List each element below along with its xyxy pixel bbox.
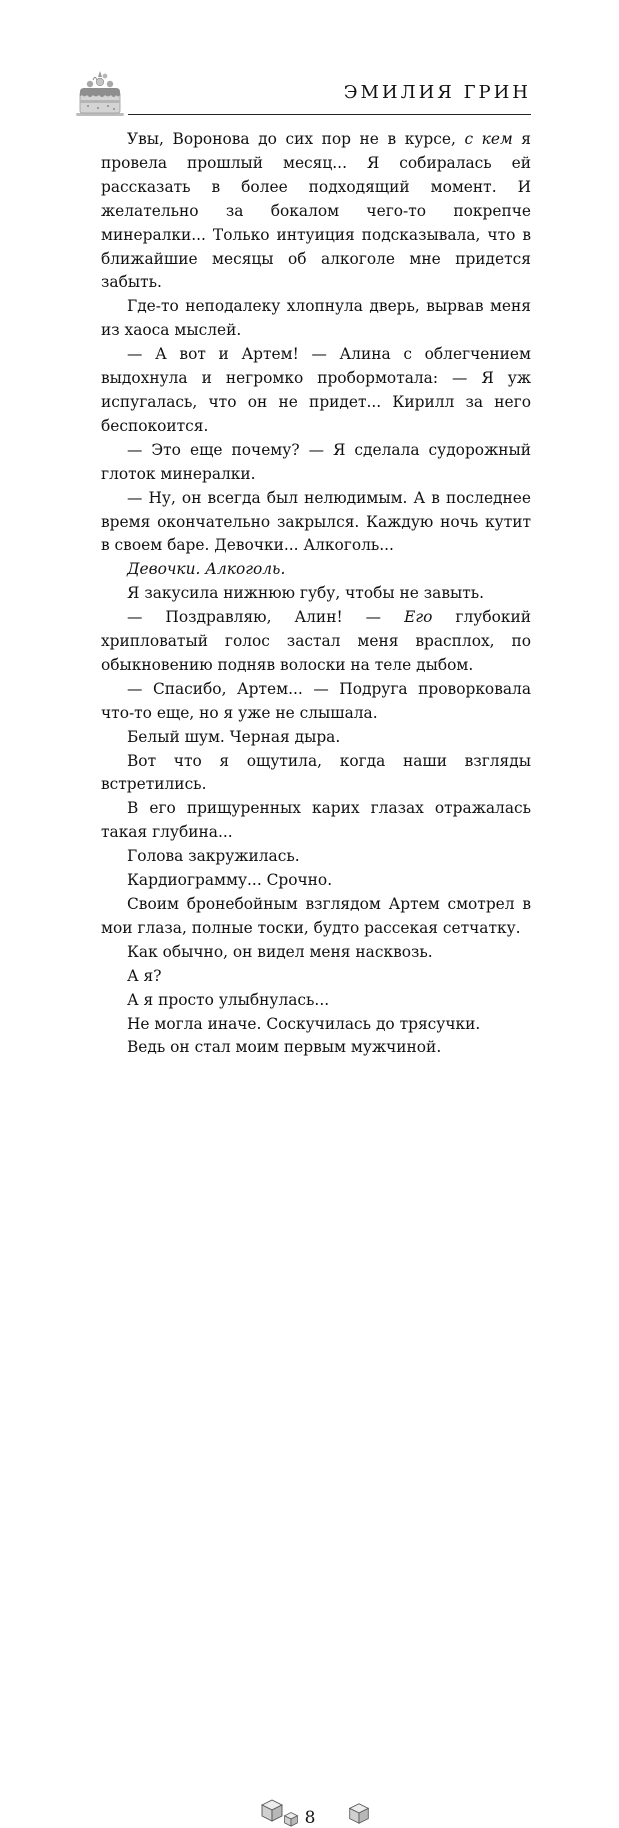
text-run: — Это еще почему? — Я сделала судорожный глоток минералки. <box>101 440 531 483</box>
text-run: А я просто улыбнулась... <box>127 990 330 1009</box>
paragraph <box>101 1036 531 1060</box>
text-run: Я закусила нижнюю губу, чтобы не завыть. <box>127 584 485 603</box>
paragraph <box>101 128 531 295</box>
header-rule <box>128 114 531 115</box>
ice-cube-icon <box>346 1800 372 1826</box>
paragraph <box>101 295 531 343</box>
paragraph <box>101 606 531 678</box>
text-run: Не могла иначе. Соскучилась до трясучки. <box>127 1014 481 1033</box>
ice-cube-icon <box>282 1810 300 1828</box>
text-run: — А вот и Артем! — Алина с облегчением выдохнула и негромко пробормотала: — Я уж испугалась, что он не придет... Кирилл за него беспокоится. <box>101 345 531 435</box>
paragraph <box>101 582 531 606</box>
text-run: Кардиограмму... Срочно. <box>127 871 333 890</box>
author-name: ЭМИЛИЯ ГРИН <box>343 82 531 103</box>
text-run: Ведь он стал моим первым мужчиной. <box>127 1038 442 1057</box>
text-run: — Спасибо, Артем... — Подруга проворковала что-то еще, но я уже не слышала. <box>101 679 531 722</box>
paragraph <box>101 558 531 582</box>
text-run: — Поздравляю, Алин! — <box>127 608 405 627</box>
cake-icon <box>74 68 126 118</box>
paragraph <box>101 750 531 798</box>
text-run: Как обычно, он видел меня насквозь. <box>127 942 433 961</box>
text-run: Своим бронебойным взглядом Артем смотрел в мои глаза, полные тоски, будто рассекая сетчатку. <box>101 895 531 937</box>
paragraph <box>101 678 531 726</box>
page-header <box>0 0 619 120</box>
paragraph <box>101 941 531 965</box>
paragraph <box>101 965 531 989</box>
paragraph <box>101 343 531 439</box>
paragraph <box>101 439 531 487</box>
text-run: А я? <box>127 966 162 985</box>
paragraph <box>101 869 531 893</box>
paragraph <box>101 487 531 559</box>
italic-text: Девочки. Алкоголь. <box>127 560 286 579</box>
paragraph <box>101 1013 531 1037</box>
text-run: Где-то неподалеку хлопнула дверь, вырвав меня из хаоса мыслей. <box>101 297 531 340</box>
text-run: Увы, Воронова до сих пор не в курсе, <box>127 130 465 148</box>
text-run: Вот что я ощутила, когда наши взгляды встретились. <box>101 751 531 794</box>
paragraph <box>101 989 531 1013</box>
paragraph <box>101 726 531 750</box>
text-run: Голова закружилась. <box>127 847 300 866</box>
italic-text: Его <box>404 608 433 627</box>
paragraph <box>101 845 531 869</box>
text-run: В его прищуренных карих глазах отражалась такая глубина... <box>101 799 531 842</box>
page-number: 8 <box>304 1808 316 1828</box>
paragraph <box>101 797 531 845</box>
text-run: я провела прошлый месяц... Я собиралась ей рассказать в более подходящий момент. И желательно за бокалом чего-то покрепче минералки... Только интуиция подсказывала, что в ближайшие месяцы об алкоголе мне придется забыть. <box>101 130 532 292</box>
text-run: Белый шум. Черная дыра. <box>127 727 341 746</box>
text-run: глубокий хрипловатый голос застал меня врасплох, по обыкновению подняв волоски на теле дыбом. <box>101 608 531 674</box>
text-run: — Ну, он всегда был нелюдимым. А в последнее время окончательно закрылся. Каждую ночь кутит в своем баре. Девочки... Алкоголь... <box>101 488 531 555</box>
italic-text: с кем <box>464 130 513 148</box>
